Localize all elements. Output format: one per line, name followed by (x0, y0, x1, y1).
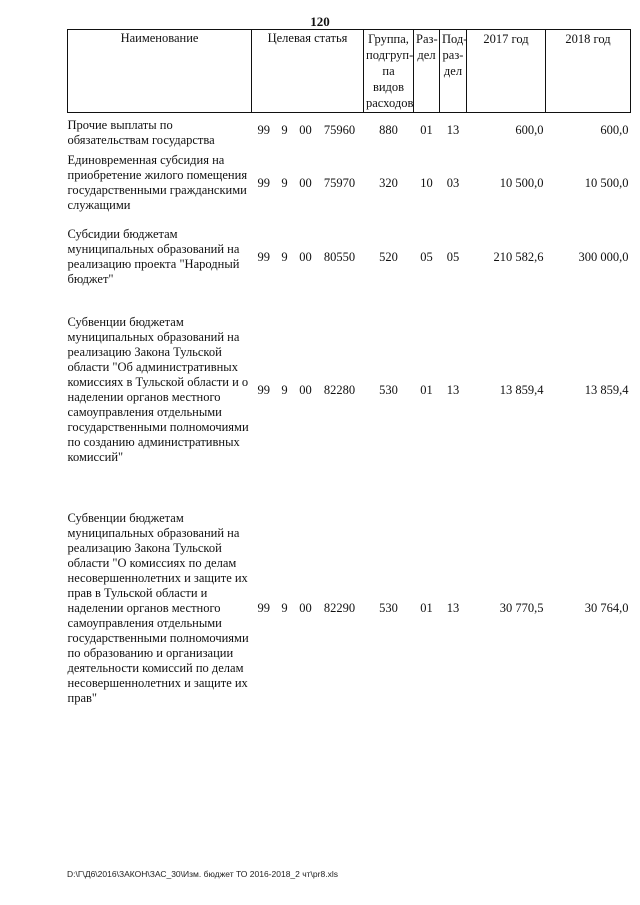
header-target-article: Целевая статья (252, 30, 364, 113)
code-measure: 00 (299, 249, 312, 264)
row-subsection: 13 (446, 382, 460, 397)
row-section: 01 (420, 601, 433, 615)
row-subsection: 13 (446, 123, 460, 137)
row-subsection: 03 (446, 175, 460, 190)
table-row (68, 113, 631, 149)
row-amount-2018: 300 000,0 (578, 249, 629, 264)
table-row (68, 153, 631, 213)
header-name: Наименование (68, 30, 252, 113)
row-amount-2018: 30 764,0 (584, 601, 629, 615)
row-section: 01 (420, 382, 433, 397)
code-direction: 80550 (323, 249, 356, 264)
header-section: Раз-дел (414, 30, 440, 113)
row-name: Субвенции бюджетам муниципальных образований на реализацию Закона Тульской области "Об административных комиссиях в Тульской области и о наделении органов местного самоуправления отдельными государственными полномочиями по созданию административных комиссий" (67, 315, 249, 464)
row-amount-2017: 600,0 (515, 123, 544, 137)
header-2018: 2018 год (546, 30, 631, 113)
table-row (68, 227, 631, 287)
row-amount-2017: 10 500,0 (499, 175, 544, 190)
code-program: 99 (257, 601, 270, 615)
row-amount-2018: 10 500,0 (584, 175, 629, 190)
row-code (252, 227, 364, 287)
code-program: 99 (257, 382, 270, 397)
row-name: Прочие выплаты по обязательствам государства (67, 118, 215, 147)
row-group: 530 (379, 601, 398, 615)
code-direction: 82280 (323, 382, 356, 397)
code-measure: 00 (299, 175, 312, 190)
row-amount-2017: 30 770,5 (499, 601, 544, 615)
code-program: 99 (257, 123, 270, 137)
row-group: 880 (379, 123, 398, 137)
row-code (252, 511, 364, 706)
code-program: 99 (257, 175, 270, 190)
code-measure: 00 (299, 382, 312, 397)
row-code (252, 315, 364, 465)
code-subprogram: 9 (281, 601, 288, 615)
row-subsection: 05 (446, 249, 460, 264)
row-name: Субсидии бюджетам муниципальных образований на реализацию проекта "Народный бюджет" (67, 227, 240, 286)
code-measure: 00 (299, 601, 312, 615)
code-measure: 00 (299, 123, 312, 137)
code-subprogram: 9 (281, 249, 288, 264)
code-direction: 75960 (323, 123, 356, 137)
row-amount-2018: 600,0 (600, 123, 629, 137)
row-name: Субвенции бюджетам муниципальных образований на реализацию Закона Тульской области "О комиссиях по делам несовершеннолетних и защите их прав в Тульской области и наделении органов местного самоуправления отдельными государственными полномочиями по образованию и организации деятельности комиссий по делам несовершеннолетних и защите их прав" (67, 511, 249, 705)
row-group: 320 (379, 175, 398, 190)
code-program: 99 (257, 249, 270, 264)
row-group: 520 (379, 249, 398, 264)
row-section: 01 (420, 123, 433, 137)
row-amount-2017: 13 859,4 (499, 382, 544, 397)
row-code (252, 153, 364, 213)
row-amount-2018: 13 859,4 (584, 382, 629, 397)
table-header-row (68, 30, 631, 113)
table-row (68, 315, 631, 465)
header-subsection: Под-раз-дел (440, 30, 467, 113)
row-section: 10 (420, 175, 433, 190)
code-subprogram: 9 (281, 382, 288, 397)
row-amount-2017: 210 582,6 (493, 249, 544, 264)
file-path-footer: D:\Г\Д6\2016\ЗАКОН\ЗАС_30\Изм. бюджет ТО 2016-2018_2 чт\pr8.xls (67, 869, 338, 879)
code-direction: 82290 (323, 601, 356, 615)
row-subsection: 13 (446, 601, 460, 615)
code-subprogram: 9 (281, 175, 288, 190)
table-row (68, 511, 631, 706)
row-code (252, 113, 364, 149)
row-group: 530 (379, 382, 398, 397)
budget-table (67, 29, 630, 706)
row-name: Единовременная субсидия на приобретение жилого помещения государственными гражданскими служащими (67, 153, 248, 212)
page-number: 120 (310, 14, 330, 29)
header-group: Группа, подгруп-па видов расходов (364, 30, 414, 113)
row-section: 05 (420, 249, 433, 264)
header-2017: 2017 год (467, 30, 546, 113)
code-direction: 75970 (323, 175, 356, 190)
code-subprogram: 9 (281, 123, 288, 137)
